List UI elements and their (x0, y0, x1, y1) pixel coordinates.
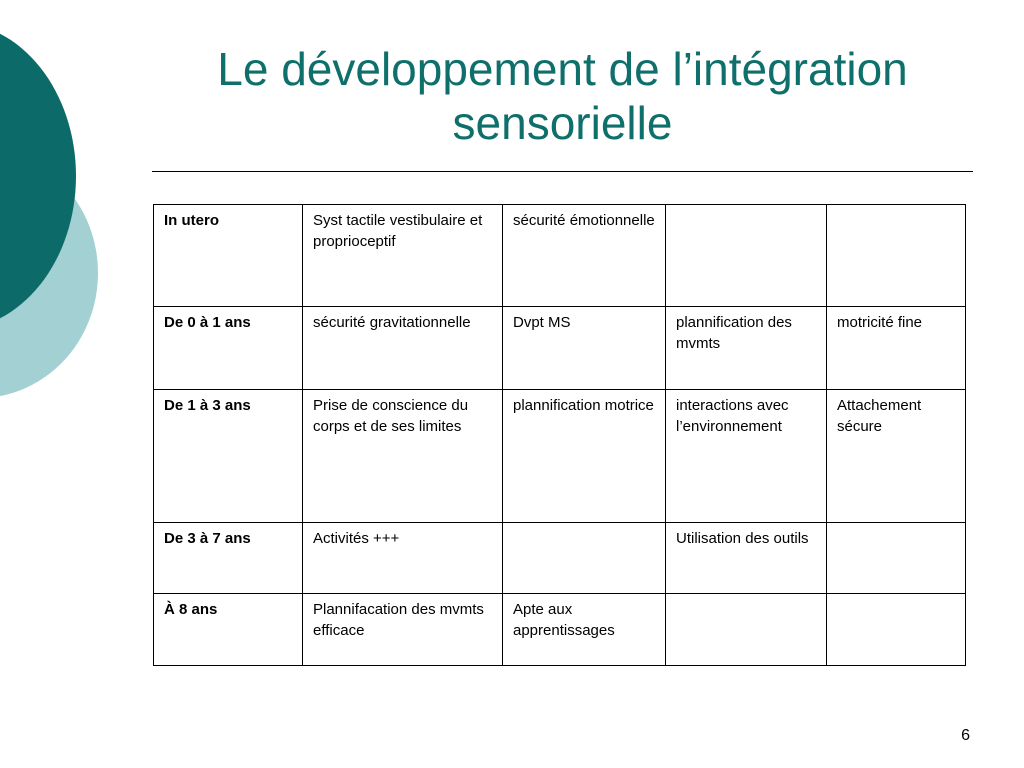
row-label-cell: In utero (154, 205, 303, 307)
table-cell: Prise de conscience du corps et de ses limites (303, 390, 503, 523)
table-row (154, 594, 966, 666)
table-cell: Syst tactile vestibulaire et proprioceptif (303, 205, 503, 307)
table-cell (503, 523, 666, 594)
row-label-cell: À 8 ans (154, 594, 303, 666)
table-row (154, 390, 966, 523)
table-cell: plannification motrice (503, 390, 666, 523)
table-cell: Dvpt MS (503, 307, 666, 390)
table-row (154, 307, 966, 390)
table-cell: sécurité gravitationnelle (303, 307, 503, 390)
table-cell: Utilisation des outils (666, 523, 827, 594)
table-row (154, 523, 966, 594)
page-number: 6 (961, 727, 970, 744)
table-cell: Plannifacation des mvmts efficace (303, 594, 503, 666)
sensory-integration-table (153, 204, 966, 666)
row-label-cell: De 0 à 1 ans (154, 307, 303, 390)
slide-title (150, 42, 975, 150)
table-cell: plannification des mvmts (666, 307, 827, 390)
row-label-cell: De 1 à 3 ans (154, 390, 303, 523)
table-row (154, 205, 966, 307)
row-label-cell: De 3 à 7 ans (154, 523, 303, 594)
slide-title-line-1: Le développement de l’intégration (217, 43, 908, 95)
slide-title-line-2: sensorielle (452, 97, 673, 149)
table-cell (827, 205, 966, 307)
table-cell: motricité fine (827, 307, 966, 390)
table-cell: sécurité émotionnelle (503, 205, 666, 307)
table-cell: interactions avec l’environnement (666, 390, 827, 523)
table-cell (666, 594, 827, 666)
table-cell (827, 594, 966, 666)
table-cell: Attachement sécure (827, 390, 966, 523)
table-cell: Activités +++ (303, 523, 503, 594)
table-cell: Apte aux apprentissages (503, 594, 666, 666)
table-cell (827, 523, 966, 594)
title-divider (152, 171, 973, 172)
table-cell (666, 205, 827, 307)
